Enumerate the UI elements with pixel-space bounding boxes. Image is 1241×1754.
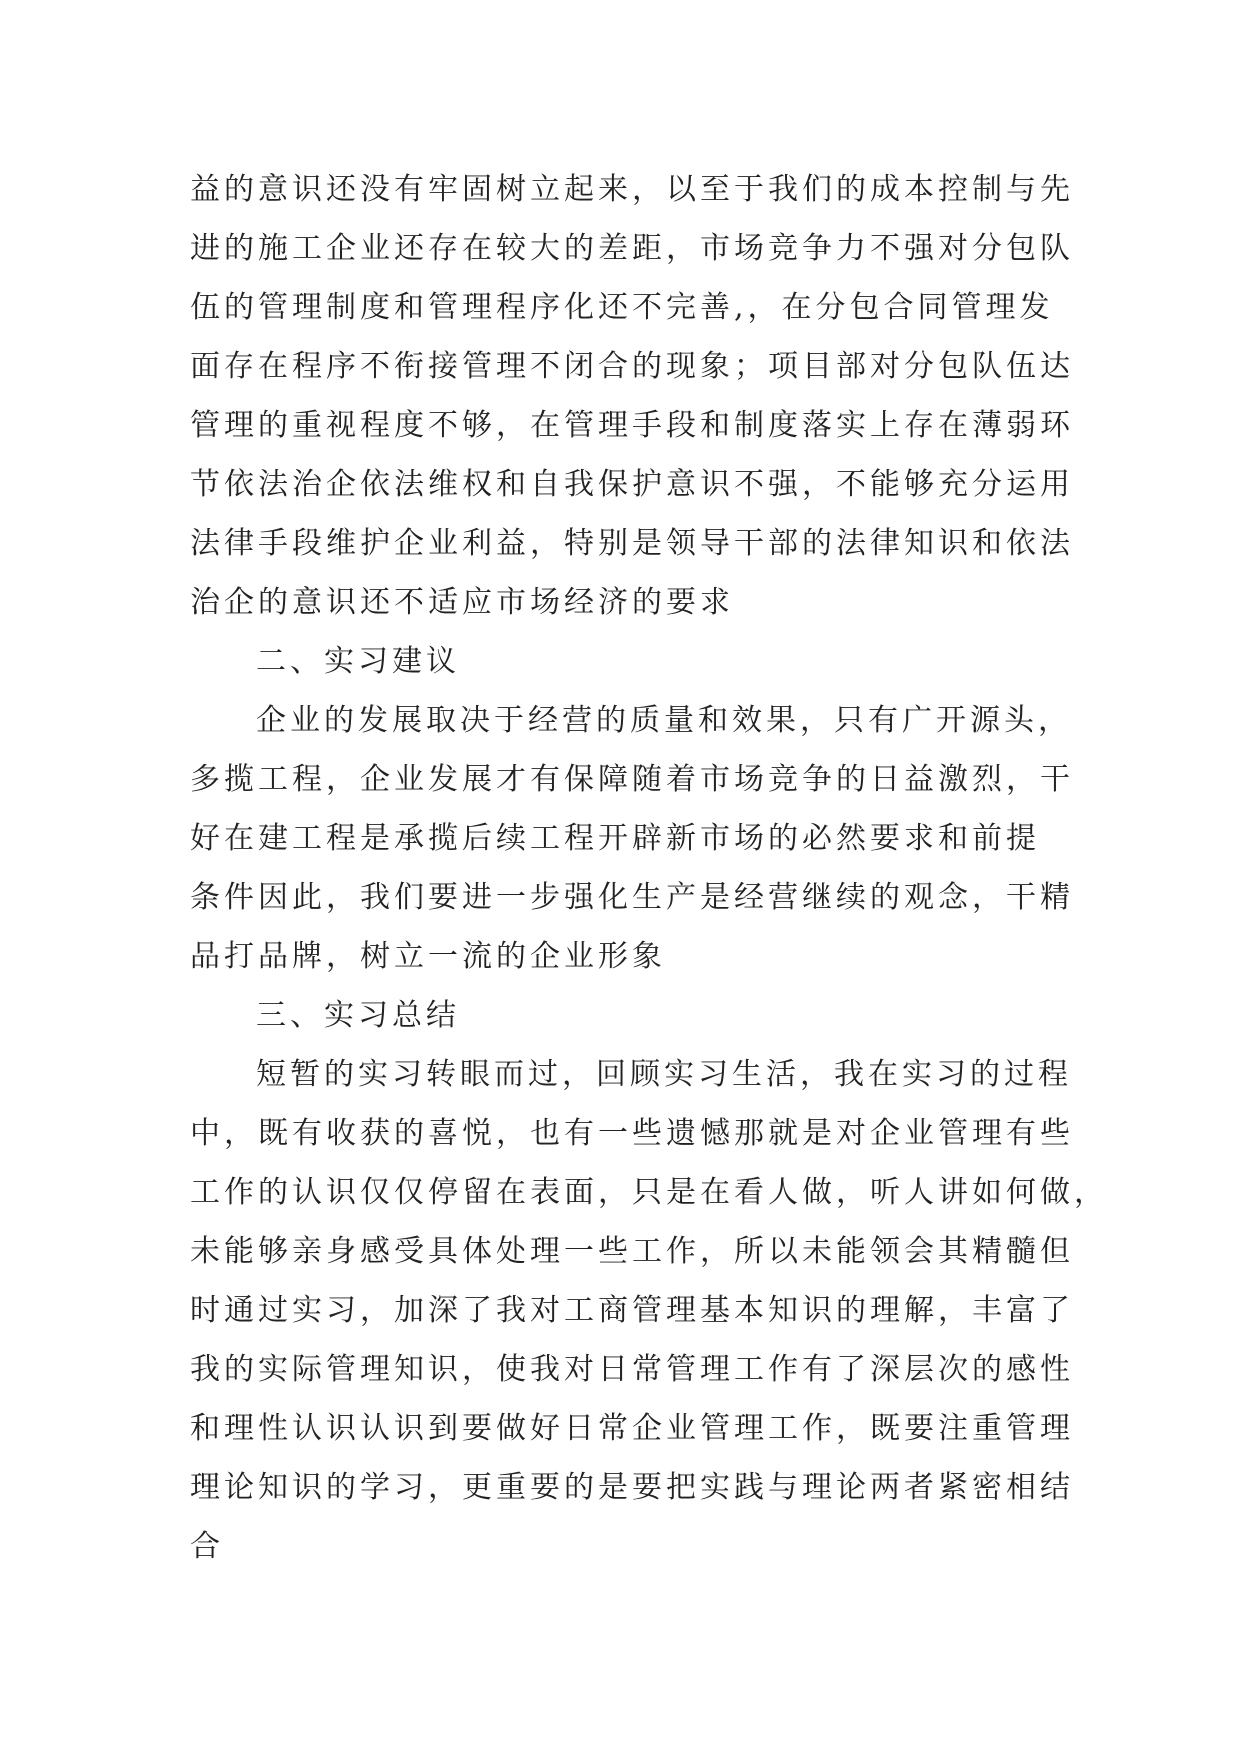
text-line: 治企的意识还不适应市场经济的要求 — [190, 585, 734, 620]
text-line: 中，既有收获的喜悦，也有一些遗憾那就是对企业管理有些 — [190, 1116, 1074, 1151]
suggestion-paragraph — [190, 691, 1074, 986]
text-line: 节依法治企依法维权和自我保护意识不强，不能够充分运用 — [190, 467, 1074, 502]
text-line: 伍的管理制度和管理程序化还不完善,，在分包合同管理发 — [190, 290, 1054, 325]
text-line: 工作的认识仅仅停留在表面，只是在看人做，听人讲如何做， — [190, 1175, 1108, 1210]
summary-paragraph — [190, 1045, 1108, 1576]
section-heading-summary: 三、实习总结 — [256, 998, 460, 1033]
text-line: 法律手段维护企业利益，特别是领导干部的法律知识和依法 — [190, 526, 1074, 561]
text-line: 短暂的实习转眼而过，回顾实习生活，我在实习的过程 — [256, 1057, 1072, 1092]
text-line: 好在建工程是承揽后续工程开辟新市场的必然要求和前提 — [190, 821, 1040, 856]
text-line: 面存在程序不衔接管理不闭合的现象；项目部对分包队伍达 — [190, 349, 1074, 384]
text-line: 益的意识还没有牢固树立起来，以至于我们的成本控制与先 — [190, 172, 1074, 207]
text-line: 合 — [190, 1529, 224, 1564]
text-line: 进的施工企业还存在较大的差距，市场竞争力不强对分包队 — [190, 231, 1074, 266]
text-line: 条件因此，我们要进一步强化生产是经营继续的观念，干精 — [190, 880, 1074, 915]
text-line: 我的实际管理知识，使我对日常管理工作有了深层次的感性 — [190, 1352, 1074, 1387]
text-line: 企业的发展取决于经营的质量和效果，只有广开源头， — [256, 703, 1072, 738]
text-line: 未能够亲身感受具体处理一些工作，所以未能领会其精髓但 — [190, 1234, 1074, 1269]
text-line: 和理性认识认识到要做好日常企业管理工作，既要注重管理 — [190, 1411, 1074, 1446]
text-line: 管理的重视程度不够，在管理手段和制度落实上存在薄弱环 — [190, 408, 1074, 443]
text-line: 时通过实习，加深了我对工商管理基本知识的理解，丰富了 — [190, 1293, 1074, 1328]
text-line: 品打品牌，树立一流的企业形象 — [190, 939, 666, 974]
text-line: 多揽工程，企业发展才有保障随着市场竞争的日益激烈，干 — [190, 762, 1074, 797]
section-heading-suggestion: 二、实习建议 — [256, 644, 460, 679]
intro-paragraph — [190, 160, 1074, 632]
text-line: 理论知识的学习，更重要的是要把实践与理论两者紧密相结 — [190, 1470, 1074, 1505]
document-body — [190, 160, 1108, 1576]
